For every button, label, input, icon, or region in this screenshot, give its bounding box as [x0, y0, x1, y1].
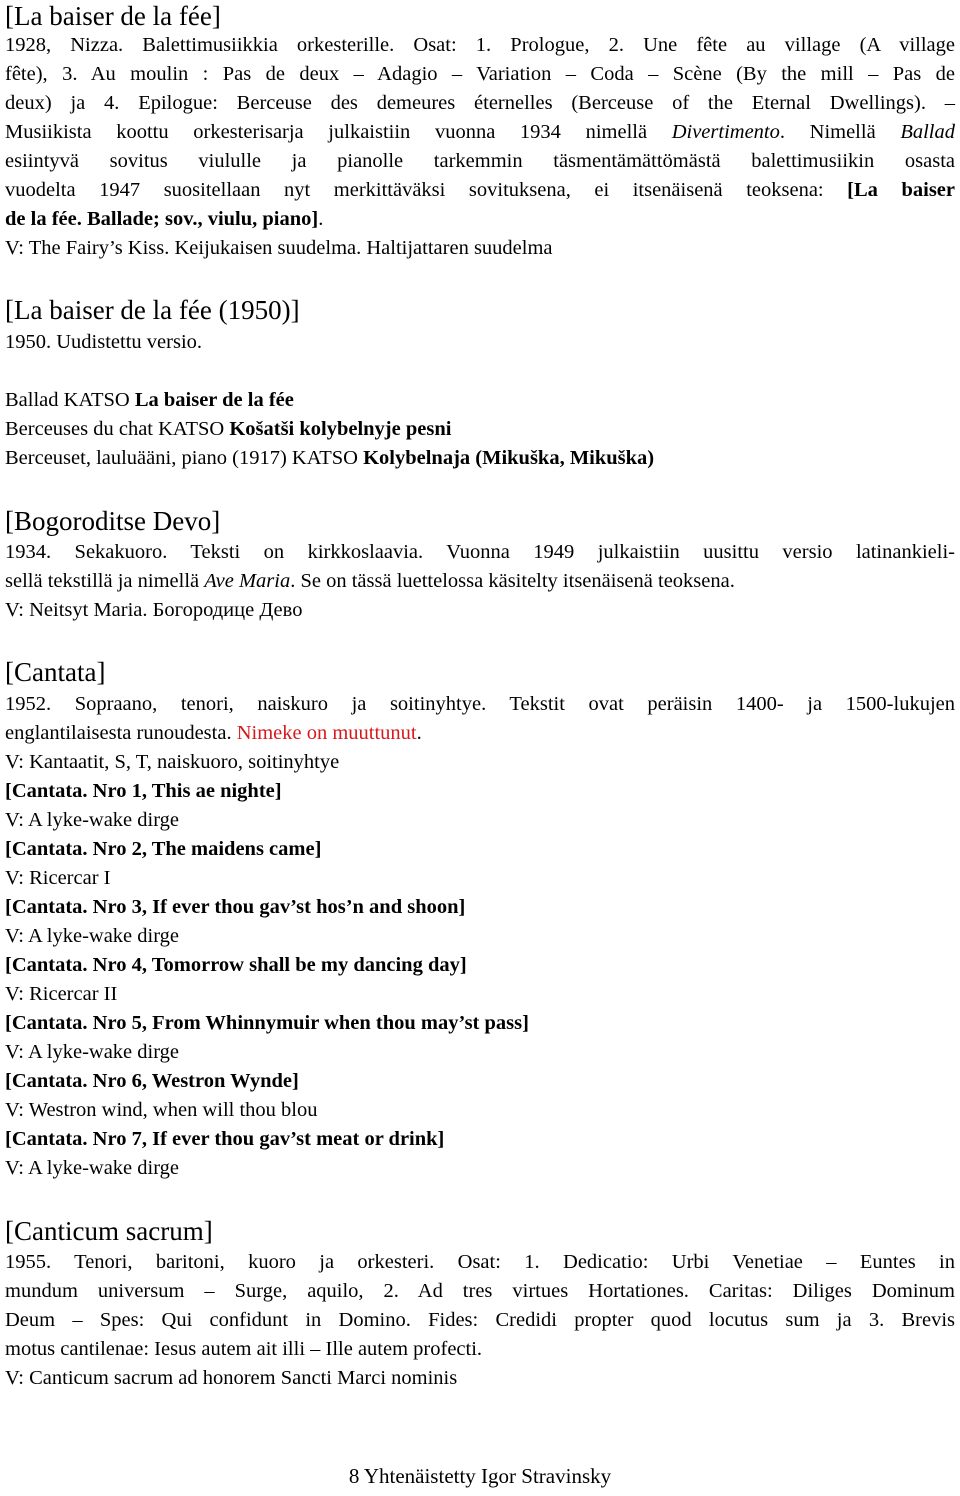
variant-title-line: V: Westron wind, when will thou blou — [5, 1099, 318, 1121]
part-title: [Cantata. Nro 6, Westron Wynde] — [5, 1070, 299, 1092]
text-line: motus cantilenae: Iesus autem ait illi – Ille autem profecti. — [5, 1338, 483, 1360]
text-line: 1952. Sopraano, tenori, naiskuro ja soitinyhtye. Tekstit ovat peräisin 1400- ja 1500-lukujen — [5, 693, 955, 715]
variant-title-line: V: A lyke-wake dirge — [5, 1157, 180, 1179]
variant-title-line: V: Ricercar II — [5, 983, 118, 1005]
cross-reference: Berceuset, lauluääni, piano (1917) KATSO Kolybelnaja (Mikuška, Mikuška) — [5, 447, 655, 469]
cross-reference: Ballad KATSO La baiser de la fée — [5, 389, 294, 411]
variant-title-line: V: Kantaatit, S, T, naiskuoro, soitinyhtye — [5, 751, 340, 773]
section-heading: [Cantata] — [5, 657, 106, 687]
part-title: [Cantata. Nro 3, If ever thou gav’st hos’n and shoon] — [5, 896, 466, 918]
variant-title-line: V: Ricercar I — [5, 867, 111, 889]
variant-title-line: V: A lyke-wake dirge — [5, 1041, 180, 1063]
section-heading: [La baiser de la fée] — [5, 1, 221, 31]
part-title: [Cantata. Nro 4, Tomorrow shall be my dancing day] — [5, 954, 467, 976]
section-heading: [Canticum sacrum] — [5, 1216, 213, 1246]
page-footer: 8 Yhtenäistetty Igor Stravinsky — [348, 1464, 612, 1488]
text-line: sellä tekstillä ja nimellä Ave Maria. Se on tässä luettelossa käsitelty itsenäisenä teoksena. — [5, 570, 735, 592]
section-heading: [Bogoroditse Devo] — [5, 506, 221, 536]
text-line: 1950. Uudistettu versio. — [5, 331, 203, 353]
variant-title-line: V: The Fairy’s Kiss. Keijukaisen suudelma. Haltijattaren suudelma — [5, 237, 553, 259]
text-line: mundum universum – Surge, aquilo, 2. Ad tres virtues Hortationes. Caritas: Diliges Dominum — [5, 1280, 955, 1302]
part-title: [Cantata. Nro 2, The maidens came] — [5, 838, 322, 860]
variant-title-line: V: Neitsyt Maria. Богородице Дево — [5, 599, 303, 621]
text-line: Deum – Spes: Qui confidunt in Domino. Fides: Credidi propter quod locutus sum ja 3. Brevis — [5, 1309, 955, 1331]
section-heading: [La baiser de la fée (1950)] — [5, 295, 300, 325]
text-line: englantilaisesta runoudesta. Nimeke on muuttunut. — [5, 722, 422, 744]
part-title: [Cantata. Nro 5, From Whinnymuir when thou may’st pass] — [5, 1012, 529, 1034]
text-line: 1955. Tenori, baritoni, kuoro ja orkesteri. Osat: 1. Dedicatio: Urbi Venetiae – Euntes in — [5, 1251, 955, 1273]
part-title: [Cantata. Nro 7, If ever thou gav’st meat or drink] — [5, 1128, 445, 1150]
text-line: 1934. Sekakuoro. Teksti on kirkkoslaavia. Vuonna 1949 julkaistiin uusittu versio latinankieli- — [5, 541, 955, 563]
text-line: Musiikista koottu orkesterisarja julkaistiin vuonna 1934 nimellä Divertimento. Nimellä Ballad — [5, 121, 955, 143]
text-line: vuodelta 1947 suositellaan nyt merkittäväksi sovituksena, ei itsenäisenä teoksena: [La baiser — [5, 179, 955, 201]
variant-title-line: V: A lyke-wake dirge — [5, 809, 180, 831]
part-title: [Cantata. Nro 1, This ae nighte] — [5, 780, 282, 802]
variant-title-line: V: Canticum sacrum ad honorem Sancti Marci nominis — [5, 1367, 458, 1389]
changed-title-note: Nimeke on muuttunut — [236, 722, 417, 744]
text-line: fête), 3. Au moulin : Pas de deux – Adagio – Variation – Coda – Scène (By the mill – Pas de — [5, 63, 955, 85]
text-line: de la fée. Ballade; sov., viulu, piano]. — [5, 208, 324, 230]
text-line: deux) ja 4. Epilogue: Berceuse des demeures éternelles (Berceuse of the Eternal Dwellings). – — [5, 92, 955, 114]
text-line: esiintyvä sovitus viululle ja pianolle tarkemmin täsmentämättömästä balettimusiikin osasta — [5, 150, 955, 172]
variant-title-line: V: A lyke-wake dirge — [5, 925, 180, 947]
text-line: 1928, Nizza. Balettimusiikkia orkesterille. Osat: 1. Prologue, 2. Une fête au village (A village — [5, 34, 955, 56]
cross-reference: Berceuses du chat KATSO Košatši kolybelnyje pesni — [5, 418, 452, 440]
